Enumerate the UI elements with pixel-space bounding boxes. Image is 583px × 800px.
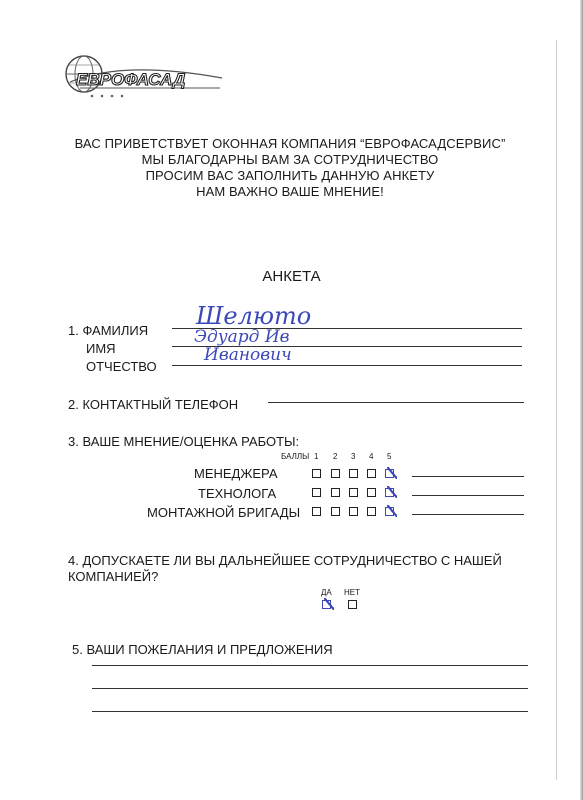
rating-checkbox-installers-2[interactable] <box>331 507 340 516</box>
suggestions-line-1 <box>92 665 528 666</box>
greeting-line-2: МЫ БЛАГОДАРНЫ ВАМ ЗА СОТРУДНИЧЕСТВО <box>141 152 439 167</box>
rating-checkbox-installers-3[interactable] <box>349 507 358 516</box>
rating-checkbox-installers-4[interactable] <box>367 507 376 516</box>
greeting-line-4: НАМ ВАЖНО ВАШЕ МНЕНИЕ! <box>196 184 384 199</box>
patronymic-field[interactable]: Иванович <box>204 345 292 365</box>
rating-row-label-manager: МЕНЕДЖЕРА <box>194 466 278 481</box>
name-field[interactable]: Эдуард Ив <box>194 327 290 347</box>
name-label: ИМЯ <box>86 341 116 356</box>
rating-comment-line-technologist <box>412 495 524 496</box>
suggestions-line-3 <box>92 711 528 712</box>
yes-label: ДА <box>321 588 332 597</box>
rating-checkbox-installers-1[interactable] <box>312 507 321 516</box>
cooperation-question-line-2: КОМПАНИЕЙ? <box>68 569 159 584</box>
rating-checkbox-technologist-3[interactable] <box>349 488 358 497</box>
rating-checkbox-manager-3[interactable] <box>349 469 358 478</box>
rating-checkbox-manager-1[interactable] <box>312 469 321 478</box>
form-title: АНКЕТА <box>262 268 321 285</box>
score-scale-label: БАЛЛЫ <box>281 452 310 461</box>
score-head-1: 1 <box>314 452 319 461</box>
phone-field-line <box>268 402 524 403</box>
yes-checkbox[interactable] <box>322 600 331 609</box>
rating-checkbox-manager-2[interactable] <box>331 469 340 478</box>
suggestions-line-2 <box>92 688 528 689</box>
score-head-3: 3 <box>351 452 356 461</box>
rating-comment-line-manager <box>412 476 524 477</box>
cooperation-question-line-1: 4. ДОПУСКАЕТЕ ЛИ ВЫ ДАЛЬНЕЙШЕЕ СОТРУДНИЧЕСТВО С НАШЕЙ <box>68 553 502 568</box>
rating-checkbox-technologist-4[interactable] <box>367 488 376 497</box>
phone-label: 2. КОНТАКТНЫЙ ТЕЛЕФОН <box>68 397 239 412</box>
surname-label: 1. ФАМИЛИЯ <box>68 323 149 338</box>
patronymic-field-line <box>172 365 522 366</box>
score-head-2: 2 <box>333 452 338 461</box>
scan-fold-line <box>556 40 557 780</box>
score-head-4: 4 <box>369 452 374 461</box>
score-head-5: 5 <box>387 452 392 461</box>
rating-checkbox-manager-5[interactable] <box>385 469 394 478</box>
rating-row-label-installers: МОНТАЖНОЙ БРИГАДЫ <box>147 505 301 520</box>
rating-row-label-technologist: ТЕХНОЛОГА <box>198 486 277 501</box>
patronymic-label: ОТЧЕСТВО <box>86 359 157 374</box>
greeting-line-1: ВАС ПРИВЕТСТВУЕТ ОКОННАЯ КОМПАНИЯ “ЕВРОФАСАДСЕРВИС” <box>74 136 506 151</box>
rating-checkbox-technologist-2[interactable] <box>331 488 340 497</box>
rating-label: 3. ВАШЕ МНЕНИЕ/ОЦЕНКА РАБОТЫ: <box>68 434 300 449</box>
rating-checkbox-manager-4[interactable] <box>367 469 376 478</box>
globe-logo-icon <box>62 52 232 102</box>
suggestions-label: 5. ВАШИ ПОЖЕЛАНИЯ И ПРЕДЛОЖЕНИЯ <box>72 642 333 657</box>
greeting-line-3: ПРОСИМ ВАС ЗАПОЛНИТЬ ДАННУЮ АНКЕТУ <box>145 168 435 183</box>
rating-comment-line-installers <box>412 514 524 515</box>
surname-field[interactable]: Шелюто <box>196 302 312 330</box>
logo-text: ЕВРОФАСАД <box>76 70 186 89</box>
no-checkbox[interactable] <box>348 600 357 609</box>
rating-checkbox-technologist-5[interactable] <box>385 488 394 497</box>
company-logo <box>62 52 232 102</box>
rating-checkbox-technologist-1[interactable] <box>312 488 321 497</box>
rating-checkbox-installers-5[interactable] <box>385 507 394 516</box>
no-label: НЕТ <box>344 588 360 597</box>
